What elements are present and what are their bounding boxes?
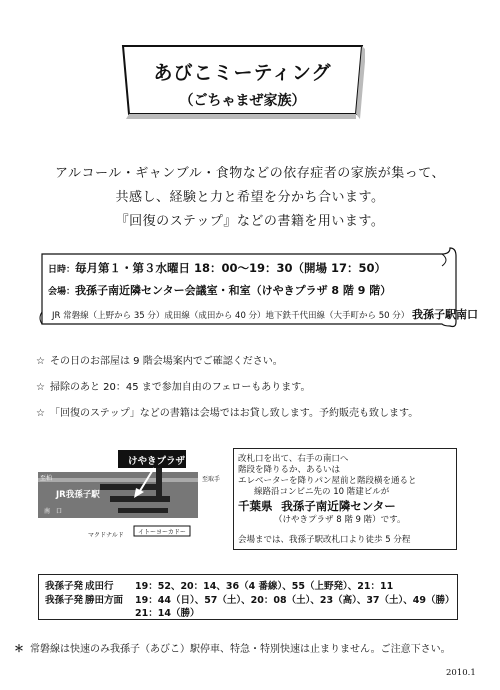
datetime-label: 日時： xyxy=(48,265,76,275)
note-text: 「回復のステップ」などの書籍は会場ではお貸し致します。予約販売も致します。 xyxy=(50,408,419,419)
venue-value: 我孫子南近隣センター会議室・和室（けやきプラザ 8 階 9 階） xyxy=(75,284,392,297)
datetime-row xyxy=(48,260,386,276)
map-right-label: 至取手 xyxy=(202,476,221,483)
note-1 xyxy=(36,352,283,367)
note-2 xyxy=(36,378,311,393)
timetable-times: 19：52、20：14、36（4 番線）、55（上野発）、21：11 xyxy=(135,581,394,592)
timetable-box xyxy=(38,574,458,620)
meeting-title: あびこミーティング xyxy=(153,62,332,84)
directions-line-6: （けやきプラザ 8 階 9 階）です。 xyxy=(274,515,406,525)
directions-venue xyxy=(238,498,396,514)
timetable-direction: 勝田方面 xyxy=(85,595,124,606)
star-icon: ☆ xyxy=(36,408,45,419)
directions-line-7: 会場までは、我孫子駅改札口より徒歩 5 分程 xyxy=(238,535,411,545)
access-text: JR 常磐線（上野から 35 分）成田線（成田から 40 分）地下鉄千代田線（大手町から 50 分） xyxy=(52,311,410,321)
footer-note xyxy=(14,640,451,655)
directions-line-1: 改札口を出て、右手の南口へ xyxy=(238,454,349,464)
directions-box xyxy=(233,448,457,550)
timetable-row xyxy=(45,592,455,606)
intro-line-2: 共感し、経験と力と希望を分かち合います。 xyxy=(115,190,385,205)
note-3 xyxy=(36,404,418,419)
venue-row xyxy=(48,282,391,298)
title-banner xyxy=(120,40,365,120)
info-scroll xyxy=(38,246,478,330)
footer-text: 常磐線は快速のみ我孫子（あびこ）駅停車、特急・特別快速は止まりません。ご注意下さい。 xyxy=(30,644,451,655)
intro-line-1: アルコール・ギャンブル・食物などの依存症者の家族が集って、 xyxy=(55,166,445,181)
directions-line-2: 階段を降りるか、あるいは xyxy=(238,465,341,475)
directions-prefecture: 千葉県 xyxy=(238,499,273,513)
access-row xyxy=(52,306,478,322)
timetable-times: 21：14（勝） xyxy=(135,608,200,619)
datetime-value: 毎月第１・第３水曜日 18：00〜19：30（開場 17：50） xyxy=(75,261,387,275)
directions-line-4: 線路沿コンビニ先の 10 階建ビルが xyxy=(254,487,390,497)
timetable-row xyxy=(45,578,393,592)
star-icon: ☆ xyxy=(36,356,45,367)
access-destination: 我孫子駅南口 xyxy=(411,308,478,321)
star-icon: ☆ xyxy=(36,382,45,393)
timetable-station: 我孫子発 xyxy=(45,581,84,592)
access-map xyxy=(38,448,228,548)
timetable-station: 我孫子発 xyxy=(45,595,84,606)
venue-label: 会場： xyxy=(48,287,76,297)
issue-date: 2010.1 xyxy=(446,668,476,678)
meeting-subtitle: （ごちゃまぜ家族） xyxy=(179,93,306,109)
asterisk-icon: ＊ xyxy=(14,644,24,655)
timetable-direction: 成田行 xyxy=(85,581,114,592)
note-text: 掃除のあと 20：45 まで参加自由のフェローもあります。 xyxy=(50,382,311,393)
map-station-label: JR我孫子駅 xyxy=(56,490,100,500)
intro-line-3: 『回復のステップ』などの書籍を用います。 xyxy=(115,214,385,229)
directions-center-name: 我孫子南近隣センター xyxy=(281,499,396,513)
directions-line-3: エレベーターを降りパン屋前と階段横を通ると xyxy=(238,476,417,486)
map-ito-label: イトーヨーカドー xyxy=(138,529,186,536)
map-exit-label: 南 口 xyxy=(44,508,63,515)
note-text: その日のお部屋は 9 階会場案内でご確認ください。 xyxy=(50,356,283,367)
map-plaza-label: けやきプラザ xyxy=(128,456,186,467)
map-left-label: 至柏 xyxy=(40,475,53,482)
map-mcd-label: マクドナルド xyxy=(88,532,124,539)
timetable-row xyxy=(135,605,199,619)
timetable-times: 19：44（日）、57（土）、20：08（土）、23（高）、37（土）、49（勝） xyxy=(135,595,455,606)
